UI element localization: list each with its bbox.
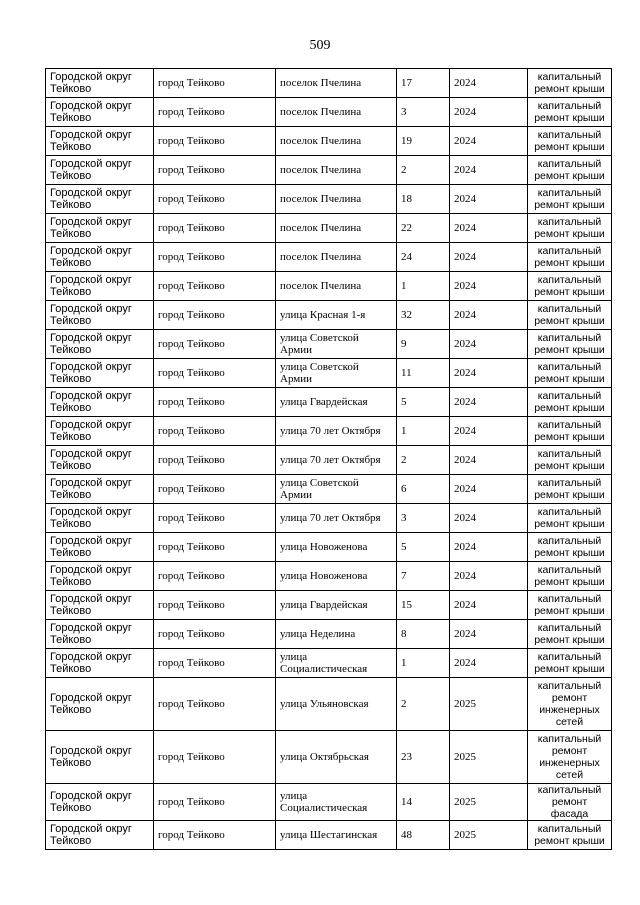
table-row xyxy=(46,330,612,359)
settlement-cell: город Тейково xyxy=(154,678,276,731)
year-cell: 2024 xyxy=(450,446,528,475)
street-cell: улица 70 лет Октября xyxy=(276,417,397,446)
house-number-cell: 5 xyxy=(397,388,450,417)
house-number-cell: 9 xyxy=(397,330,450,359)
district-cell: Городской округ Тейково xyxy=(46,620,154,649)
district-cell: Городской округ Тейково xyxy=(46,185,154,214)
settlement-cell: город Тейково xyxy=(154,330,276,359)
table-row xyxy=(46,591,612,620)
district-cell: Городской округ Тейково xyxy=(46,821,154,850)
house-number-cell: 3 xyxy=(397,98,450,127)
work-type-cell: капитальный ремонт крыши xyxy=(528,475,612,504)
work-type-cell: капитальный ремонт крыши xyxy=(528,185,612,214)
table-row xyxy=(46,731,612,784)
street-cell: улица Ульяновская xyxy=(276,678,397,731)
settlement-cell: город Тейково xyxy=(154,417,276,446)
district-cell: Городской округ Тейково xyxy=(46,388,154,417)
table-row xyxy=(46,533,612,562)
year-cell: 2024 xyxy=(450,620,528,649)
table-row xyxy=(46,243,612,272)
settlement-cell: город Тейково xyxy=(154,272,276,301)
house-number-cell: 3 xyxy=(397,504,450,533)
street-cell: улица Неделина xyxy=(276,620,397,649)
table-row xyxy=(46,678,612,731)
district-cell: Городской округ Тейково xyxy=(46,678,154,731)
settlement-cell: город Тейково xyxy=(154,591,276,620)
street-cell: улица 70 лет Октября xyxy=(276,504,397,533)
house-number-cell: 24 xyxy=(397,243,450,272)
settlement-cell: город Тейково xyxy=(154,562,276,591)
street-cell: улица Новоженова xyxy=(276,562,397,591)
year-cell: 2024 xyxy=(450,301,528,330)
work-type-cell: капитальный ремонт крыши xyxy=(528,214,612,243)
settlement-cell: город Тейково xyxy=(154,98,276,127)
table-row xyxy=(46,214,612,243)
street-cell: улица Советской Армии xyxy=(276,475,397,504)
year-cell: 2024 xyxy=(450,359,528,388)
settlement-cell: город Тейково xyxy=(154,388,276,417)
year-cell: 2024 xyxy=(450,417,528,446)
settlement-cell: город Тейково xyxy=(154,620,276,649)
table-row xyxy=(46,388,612,417)
house-number-cell: 17 xyxy=(397,69,450,98)
settlement-cell: город Тейково xyxy=(154,301,276,330)
year-cell: 2024 xyxy=(450,243,528,272)
year-cell: 2024 xyxy=(450,127,528,156)
district-cell: Городской округ Тейково xyxy=(46,272,154,301)
house-number-cell: 22 xyxy=(397,214,450,243)
work-type-cell: капитальный ремонт фасада xyxy=(528,784,612,821)
district-cell: Городской округ Тейково xyxy=(46,359,154,388)
house-number-cell: 6 xyxy=(397,475,450,504)
district-cell: Городской округ Тейково xyxy=(46,98,154,127)
settlement-cell: город Тейково xyxy=(154,475,276,504)
house-number-cell: 1 xyxy=(397,272,450,301)
table-row xyxy=(46,185,612,214)
work-type-cell: капитальный ремонт крыши xyxy=(528,821,612,850)
year-cell: 2024 xyxy=(450,330,528,359)
year-cell: 2025 xyxy=(450,821,528,850)
year-cell: 2024 xyxy=(450,98,528,127)
table-row xyxy=(46,649,612,678)
table-row xyxy=(46,504,612,533)
house-number-cell: 1 xyxy=(397,649,450,678)
settlement-cell: город Тейково xyxy=(154,214,276,243)
district-cell: Городской округ Тейково xyxy=(46,243,154,272)
year-cell: 2024 xyxy=(450,562,528,591)
work-type-cell: капитальный ремонт инженерных сетей xyxy=(528,678,612,731)
settlement-cell: город Тейково xyxy=(154,359,276,388)
year-cell: 2024 xyxy=(450,272,528,301)
house-number-cell: 1 xyxy=(397,417,450,446)
work-type-cell: капитальный ремонт крыши xyxy=(528,69,612,98)
district-cell: Городской округ Тейково xyxy=(46,417,154,446)
year-cell: 2024 xyxy=(450,185,528,214)
district-cell: Городской округ Тейково xyxy=(46,475,154,504)
work-type-cell: капитальный ремонт крыши xyxy=(528,156,612,185)
year-cell: 2025 xyxy=(450,784,528,821)
settlement-cell: город Тейково xyxy=(154,185,276,214)
street-cell: поселок Пчелина xyxy=(276,243,397,272)
table-body xyxy=(46,69,612,850)
table-row xyxy=(46,156,612,185)
work-type-cell: капитальный ремонт крыши xyxy=(528,388,612,417)
district-cell: Городской округ Тейково xyxy=(46,446,154,475)
year-cell: 2024 xyxy=(450,533,528,562)
work-type-cell: капитальный ремонт крыши xyxy=(528,591,612,620)
year-cell: 2024 xyxy=(450,388,528,417)
house-number-cell: 48 xyxy=(397,821,450,850)
district-cell: Городской округ Тейково xyxy=(46,591,154,620)
house-number-cell: 32 xyxy=(397,301,450,330)
table-row xyxy=(46,359,612,388)
street-cell: улица Гвардейская xyxy=(276,591,397,620)
year-cell: 2024 xyxy=(450,475,528,504)
district-cell: Городской округ Тейково xyxy=(46,562,154,591)
work-type-cell: капитальный ремонт крыши xyxy=(528,243,612,272)
district-cell: Городской округ Тейково xyxy=(46,504,154,533)
district-cell: Городской округ Тейково xyxy=(46,69,154,98)
work-type-cell: капитальный ремонт крыши xyxy=(528,417,612,446)
settlement-cell: город Тейково xyxy=(154,69,276,98)
street-cell: улица 70 лет Октября xyxy=(276,446,397,475)
house-number-cell: 19 xyxy=(397,127,450,156)
street-cell: улица Новоженова xyxy=(276,533,397,562)
year-cell: 2024 xyxy=(450,591,528,620)
year-cell: 2024 xyxy=(450,649,528,678)
house-number-cell: 2 xyxy=(397,446,450,475)
table-row xyxy=(46,475,612,504)
street-cell: улица Советской Армии xyxy=(276,359,397,388)
street-cell: поселок Пчелина xyxy=(276,127,397,156)
house-number-cell: 15 xyxy=(397,591,450,620)
table-row xyxy=(46,69,612,98)
district-cell: Городской округ Тейково xyxy=(46,156,154,185)
settlement-cell: город Тейково xyxy=(154,243,276,272)
street-cell: улица Красная 1-я xyxy=(276,301,397,330)
house-number-cell: 2 xyxy=(397,156,450,185)
street-cell: улица Гвардейская xyxy=(276,388,397,417)
work-type-cell: капитальный ремонт крыши xyxy=(528,359,612,388)
table-row xyxy=(46,620,612,649)
year-cell: 2024 xyxy=(450,504,528,533)
house-number-cell: 5 xyxy=(397,533,450,562)
work-type-cell: капитальный ремонт крыши xyxy=(528,272,612,301)
table-row xyxy=(46,821,612,850)
registry-table xyxy=(45,68,612,850)
table-row xyxy=(46,127,612,156)
settlement-cell: город Тейково xyxy=(154,127,276,156)
street-cell: поселок Пчелина xyxy=(276,272,397,301)
house-number-cell: 2 xyxy=(397,678,450,731)
district-cell: Городской округ Тейково xyxy=(46,301,154,330)
work-type-cell: капитальный ремонт инженерных сетей xyxy=(528,731,612,784)
district-cell: Городской округ Тейково xyxy=(46,784,154,821)
street-cell: улица Октябрьская xyxy=(276,731,397,784)
year-cell: 2024 xyxy=(450,69,528,98)
table-row xyxy=(46,417,612,446)
work-type-cell: капитальный ремонт крыши xyxy=(528,562,612,591)
settlement-cell: город Тейково xyxy=(154,504,276,533)
settlement-cell: город Тейково xyxy=(154,784,276,821)
street-cell: улица Шестагинская xyxy=(276,821,397,850)
district-cell: Городской округ Тейково xyxy=(46,533,154,562)
work-type-cell: капитальный ремонт крыши xyxy=(528,620,612,649)
street-cell: улица Советской Армии xyxy=(276,330,397,359)
table-row xyxy=(46,301,612,330)
house-number-cell: 7 xyxy=(397,562,450,591)
house-number-cell: 23 xyxy=(397,731,450,784)
settlement-cell: город Тейково xyxy=(154,156,276,185)
work-type-cell: капитальный ремонт крыши xyxy=(528,98,612,127)
street-cell: поселок Пчелина xyxy=(276,98,397,127)
settlement-cell: город Тейково xyxy=(154,649,276,678)
settlement-cell: город Тейково xyxy=(154,821,276,850)
district-cell: Городской округ Тейково xyxy=(46,214,154,243)
work-type-cell: капитальный ремонт крыши xyxy=(528,649,612,678)
work-type-cell: капитальный ремонт крыши xyxy=(528,504,612,533)
street-cell: поселок Пчелина xyxy=(276,185,397,214)
table-row xyxy=(46,784,612,821)
district-cell: Городской округ Тейково xyxy=(46,731,154,784)
year-cell: 2025 xyxy=(450,678,528,731)
table-row xyxy=(46,562,612,591)
street-cell: улица Социалистическая xyxy=(276,649,397,678)
street-cell: улица Социалистическая xyxy=(276,784,397,821)
house-number-cell: 8 xyxy=(397,620,450,649)
settlement-cell: город Тейково xyxy=(154,731,276,784)
work-type-cell: капитальный ремонт крыши xyxy=(528,127,612,156)
street-cell: поселок Пчелина xyxy=(276,69,397,98)
street-cell: поселок Пчелина xyxy=(276,156,397,185)
house-number-cell: 18 xyxy=(397,185,450,214)
work-type-cell: капитальный ремонт крыши xyxy=(528,330,612,359)
page-number: 509 xyxy=(309,38,331,53)
work-type-cell: капитальный ремонт крыши xyxy=(528,533,612,562)
settlement-cell: город Тейково xyxy=(154,533,276,562)
table-row xyxy=(46,272,612,301)
house-number-cell: 11 xyxy=(397,359,450,388)
year-cell: 2024 xyxy=(450,214,528,243)
year-cell: 2025 xyxy=(450,731,528,784)
street-cell: поселок Пчелина xyxy=(276,214,397,243)
work-type-cell: капитальный ремонт крыши xyxy=(528,301,612,330)
year-cell: 2024 xyxy=(450,156,528,185)
district-cell: Городской округ Тейково xyxy=(46,330,154,359)
work-type-cell: капитальный ремонт крыши xyxy=(528,446,612,475)
district-cell: Городской округ Тейково xyxy=(46,649,154,678)
table-row xyxy=(46,446,612,475)
district-cell: Городской округ Тейково xyxy=(46,127,154,156)
settlement-cell: город Тейково xyxy=(154,446,276,475)
house-number-cell: 14 xyxy=(397,784,450,821)
table-row xyxy=(46,98,612,127)
